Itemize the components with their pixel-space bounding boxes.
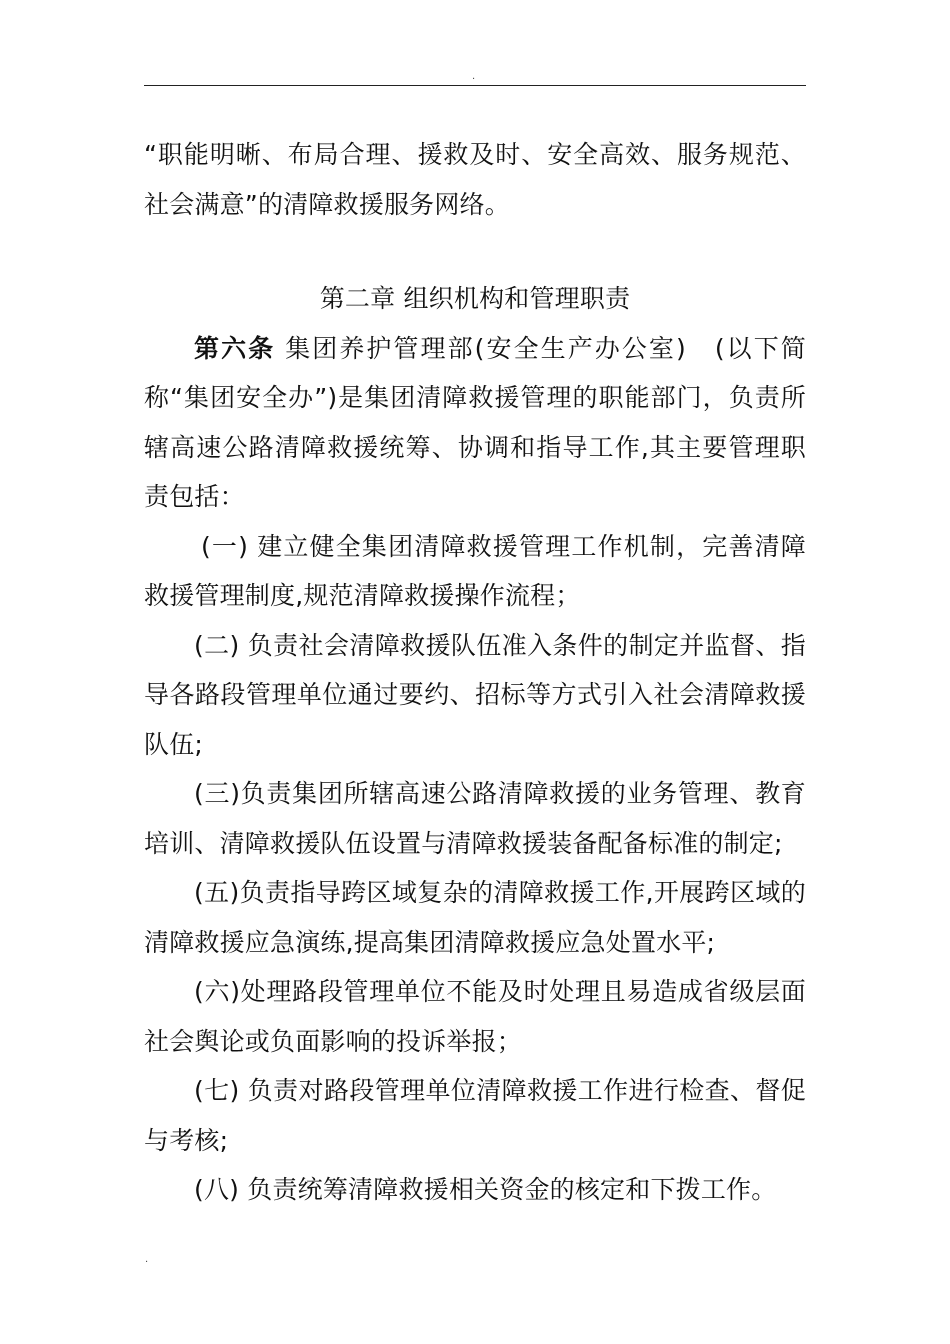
article-paragraph bbox=[144, 324, 806, 522]
article-label: 第六条 bbox=[194, 333, 276, 363]
list-item: (三)负责集团所辖高速公路清障救援的业务管理、教育培训、清障救援队伍设置与清障救援装备配备标准的制定; bbox=[144, 779, 806, 858]
list-item: (六)处理路段管理单位不能及时处理且易造成省级层面社会舆论或负面影响的投诉举报； bbox=[144, 977, 806, 1056]
continuation-paragraph: “职能明晰、布局合理、援救及时、安全高效、服务规范、社会满意”的清障救援服务网络。 bbox=[144, 140, 806, 219]
header-marker: . bbox=[472, 71, 476, 82]
list-item: (二) 负责社会清障救援队伍准入条件的制定并监督、指导各路段管理单位通过要约、招标等方式引入社会清障救援队伍; bbox=[144, 630, 806, 759]
list-item: (一) 建立健全集团清障救援管理工作机制，完善清障救援管理制度,规范清障救援操作流程； bbox=[144, 531, 806, 610]
article-text: 集团养护管理部(安全生产办公室) (以下简称“集团安全办”)是集团清障救援管理的职能部门，负责所辖高速公路清障救援统筹、协调和指导工作,其主要管理职责包括： bbox=[144, 333, 806, 511]
list-item: (五)负责指导跨区域复杂的清障救援工作,开展跨区域的清障救援应急演练,提高集团清障救援应急处置水平; bbox=[144, 878, 806, 957]
header-rule bbox=[144, 85, 806, 86]
list-item: (七) 负责对路段管理单位清障救援工作进行检查、督促与考核; bbox=[144, 1076, 806, 1155]
section-spacer bbox=[144, 229, 806, 274]
footer-marker: . bbox=[145, 1254, 149, 1265]
document-body bbox=[144, 130, 806, 1215]
list-item: (八) 负责统筹清障救援相关资金的核定和下拨工作。 bbox=[194, 1175, 777, 1204]
chapter-title: 第二章 组织机构和管理职责 bbox=[319, 284, 631, 313]
